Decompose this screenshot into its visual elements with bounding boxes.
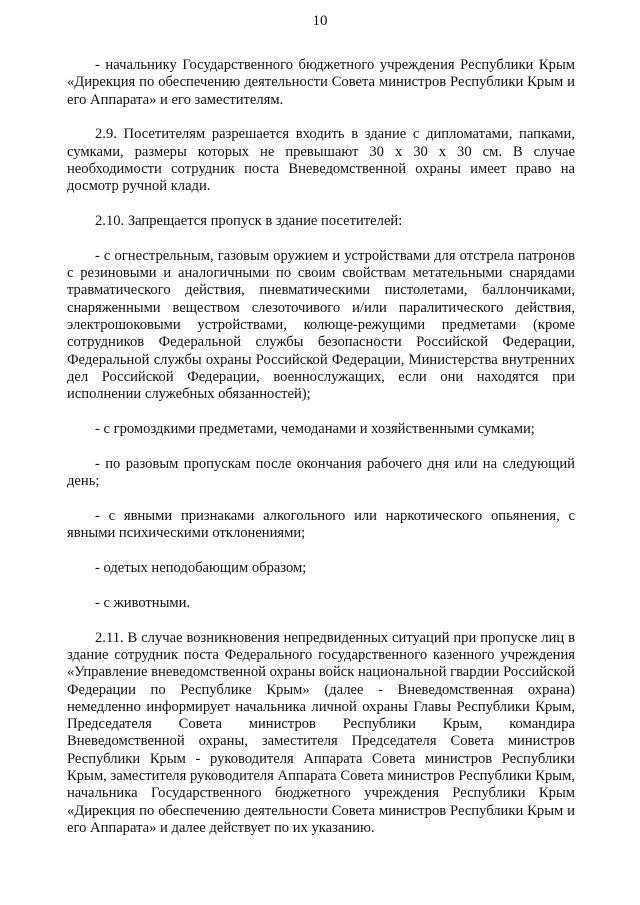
list-item-improper-dress: - одетых неподобающим образом;	[95, 560, 307, 577]
paragraph-2-9: 2.9. Посетителям разрешается входить в здание с дипломатами, папками, сумками, размеры которых не превышают 30 х 30 х 30 см. В случае необходимости сотрудник поста Вневедомственной охраны имеет право на досмотр ручной клади.	[67, 126, 575, 195]
paragraph-2-11: 2.11. В случае возникновения непредвиденных ситуаций при пропуске лиц в здание сотрудник поста Федерального государственного казенного учреждения «Управление вневедомственной охраны войск национальной гвардии Российской Федерации по Республике Крым» (далее - Вневедомственная охрана) немедленно информирует начальника личной охраны Главы Республики Крым, Председателя Совета министров Республики Крым, командира Вневедомственной охраны, заместителя Председателя Совета министров Республики Крым - руководителя Аппарата Совета министров Республики Крым, заместителя руководителя Аппарата Совета министров Республики Крым, начальника Государственного бюджетного учреждения Республики Крым «Дирекция по обеспечению деятельности Совета министров Республики Крым и его Аппарата» и далее действует по их указанию.	[67, 629, 575, 836]
paragraph-2-10: 2.10. Запрещается пропуск в здание посетителей:	[95, 213, 403, 230]
paragraph-head-of-directorate: - начальнику Государственного бюджетного учреждения Республики Крым «Дирекция по обеспечению деятельности Совета министров Республики Крым и его Аппарата» и его заместителям.	[67, 57, 575, 108]
page-number: 10	[312, 13, 328, 29]
list-item-one-time-passes: - по разовым пропускам после окончания рабочего дня или на следующий день;	[67, 455, 575, 490]
list-item-intoxication: - с явными признаками алкогольного или наркотического опьянения, с явными психическими отклонениями;	[67, 507, 575, 542]
document-body	[67, 57, 575, 837]
list-item-animals: - с животными.	[95, 594, 191, 611]
list-item-weapons: - с огнестрельным, газовым оружием и устройствами для отстрела патронов с резиновыми и аналогичными по своим свойствам метательными снарядами травматического действия, пневматическими пистолетами, баллончиками, снаряженными веществом слезоточивого и/или паралитического действия, электрошоковыми устройствами, колюще-режущими предметами (кроме сотрудников Федеральной службы безопасности Российской Федерации, Федеральной службы охраны Российской Федерации, Министерства внутренних дел Российской Федерации, военнослужащих, если они находятся при исполнении служебных обязанностей);	[67, 247, 575, 403]
list-item-bulky-items: - с громоздкими предметами, чемоданами и хозяйственными сумками;	[95, 421, 535, 438]
